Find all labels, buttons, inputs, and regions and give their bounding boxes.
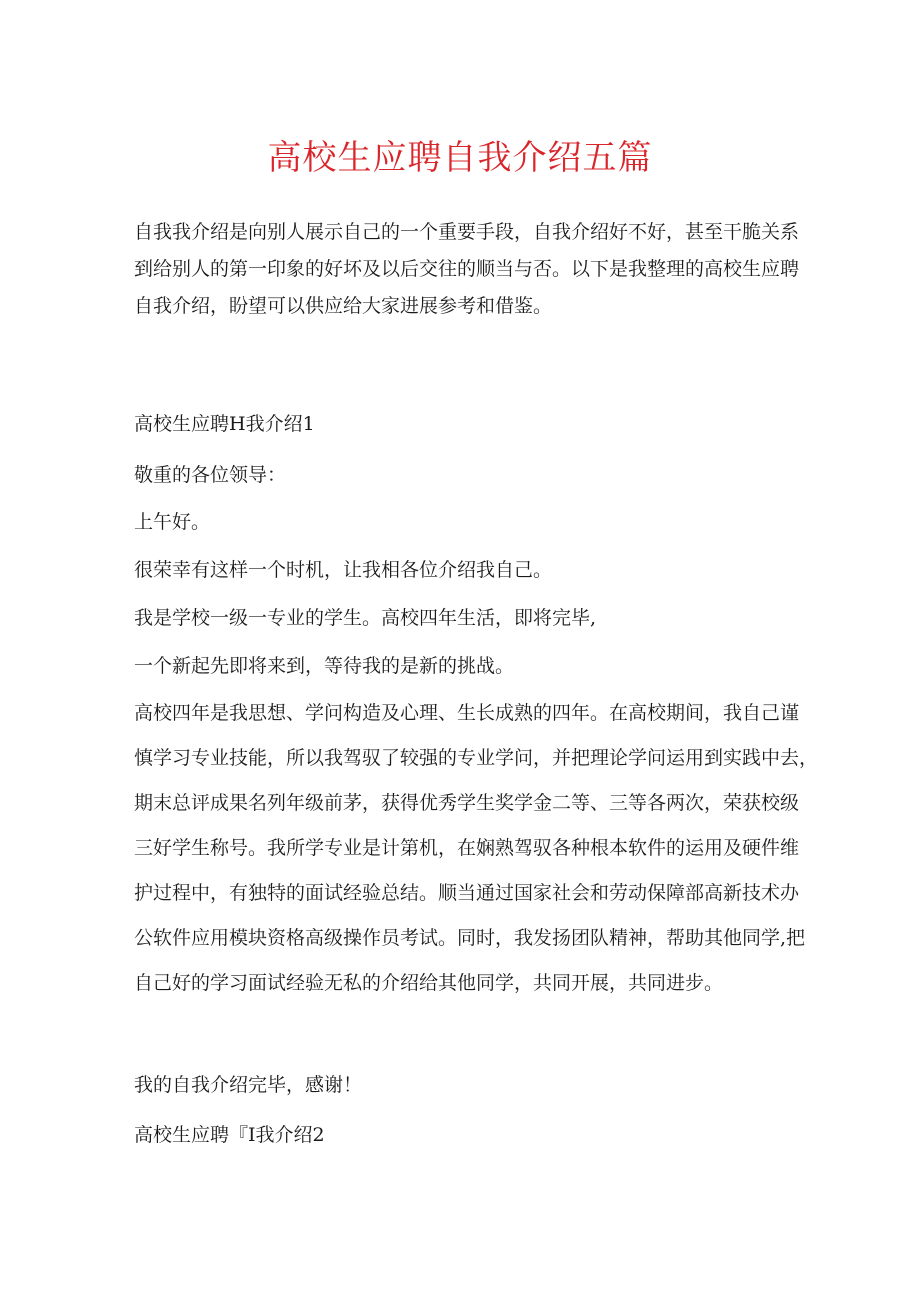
greeting-text: 敬重的各位领导： (134, 464, 287, 486)
body-line: 慎学习专业技能，所以我驾驭了较强的专业学问，并把理论学问运用到实践中去， (134, 747, 819, 769)
paragraph-line: 一个新起先即将来到，等待我的是新的挑战。 (134, 655, 515, 677)
paragraph-line: 我是学校一级一专业的学生。高校四年生活，即将完毕, (134, 607, 597, 629)
section-heading-2: 高校生应聘『I我介绍2 (134, 1124, 325, 1146)
intro-line: 自我介绍，盼望可以供应给大家进展参考和借鉴。 (134, 295, 553, 317)
body-line: 期末总评成果名列年级前茅，获得优秀学生奖学金二等、三等各两次，荣获校级 (134, 792, 800, 814)
morning-text: 上午好。 (134, 511, 211, 533)
paragraph-line: 很荣幸有这样一个时机，让我相各位介绍我自己。 (134, 559, 553, 581)
body-line: 公软件应用模块资格高级操作员考试。同时，我发扬团队精神，帮助其他同学,把 (134, 927, 806, 949)
body-line: 高校四年是我思想、学问构造及心理、生长成熟的四年。在高校期间，我自己谨 (134, 702, 800, 724)
body-line: 护过程中，有独特的面试经验总结。顺当通过国家社会和劳动保障部高新技术办 (134, 882, 800, 904)
intro-line: 到给别人的第一印象的好坏及以后交往的顺当与否。以下是我整理的高校生应聘 (134, 258, 800, 280)
body-paragraph (134, 691, 819, 1006)
section-heading-1: 高校生应聘H我介绍1 (134, 413, 315, 435)
document-title: 高校生应聘自我介绍五篇 (267, 138, 653, 178)
intro-line: 自我我介绍是向别人展示自己的一个重要手段，自我介绍好不好，甚至干脆关系 (134, 221, 800, 243)
closing-text: 我的自我介绍完毕，感谢！ (134, 1074, 363, 1096)
intro-paragraph (134, 214, 800, 325)
body-line: 三好学生称号。我所学专业是计第机，在娴熟驾驭各种根本软件的运用及硬件维 (134, 837, 800, 859)
body-line: 自己好的学习面试经验无私的介绍给其他同学，共同开展，共同进步。 (134, 972, 724, 994)
